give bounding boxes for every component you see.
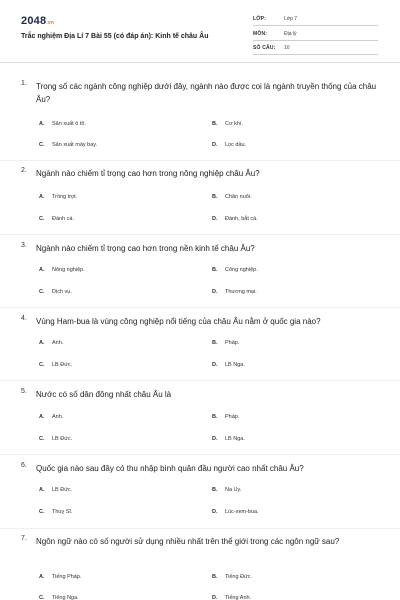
option-letter: A. <box>39 487 45 493</box>
option-letter: C. <box>39 436 45 442</box>
option-text: Thuỵ Sĩ. <box>52 509 73 515</box>
question-text: Ngôn ngữ nào có số người sử dụng nhiều nhất trên thế giới trong các ngôn ngữ sau? <box>36 537 340 546</box>
option-text: Tiếng Nga. <box>52 595 79 600</box>
meta-value: Lớp 7 <box>284 16 298 22</box>
question-divider <box>0 160 400 161</box>
meta-label: LỚP: <box>253 16 267 22</box>
option-text: Anh. <box>52 340 64 346</box>
option-letter: D. <box>212 436 218 442</box>
header-divider <box>0 62 400 63</box>
option-letter: D. <box>212 362 218 368</box>
option-d[interactable] <box>212 289 257 295</box>
option-c[interactable] <box>39 436 72 442</box>
option-text: Cơ khí. <box>225 121 243 127</box>
option-text: LB Đức. <box>52 436 73 442</box>
option-a[interactable] <box>39 574 81 580</box>
option-d[interactable] <box>212 436 245 442</box>
question-text: Trong số các ngành công nghiệp dưới đây, ngành nào được coi là ngành truyền thống của châu Âu? <box>36 82 377 104</box>
option-b[interactable] <box>212 414 239 420</box>
option-b[interactable] <box>212 267 258 273</box>
option-b[interactable] <box>212 194 252 200</box>
question-text: Vùng Ham-bua là vùng công nghiệp nổi tiếng của châu Âu nằm ở quốc gia nào? <box>36 317 321 326</box>
option-text: Pháp. <box>225 414 240 420</box>
option-a[interactable] <box>39 487 72 493</box>
site-logo[interactable] <box>21 15 54 27</box>
option-text: Dịch vụ. <box>52 289 72 295</box>
option-text: LB Nga. <box>225 436 245 442</box>
option-text: Lúc-xem-bua. <box>225 509 259 515</box>
option-letter: B. <box>212 267 218 273</box>
option-letter: A. <box>39 574 45 580</box>
option-letter: D. <box>212 595 218 600</box>
meta-question-count <box>253 44 378 55</box>
option-letter: A. <box>39 267 45 273</box>
question-number: 7. <box>21 535 27 542</box>
option-text: Tiếng Anh. <box>225 595 252 600</box>
option-letter: D. <box>212 289 218 295</box>
option-a[interactable] <box>39 340 63 346</box>
question-number: 4. <box>21 315 27 322</box>
option-c[interactable] <box>39 142 97 148</box>
option-c[interactable] <box>39 362 72 368</box>
meta-value: 10 <box>284 45 290 51</box>
option-b[interactable] <box>212 487 241 493</box>
option-text: Sản xuất ô tô. <box>52 121 86 127</box>
option-a[interactable] <box>39 267 85 273</box>
option-letter: B. <box>212 414 218 420</box>
option-c[interactable] <box>39 289 72 295</box>
option-text: Chăn nuôi. <box>225 194 252 200</box>
option-c[interactable] <box>39 595 79 600</box>
meta-subject <box>253 30 378 41</box>
meta-label: MÔN: <box>253 31 268 37</box>
option-text: Công nghiệp. <box>225 267 258 273</box>
option-text: Sản xuất máy bay. <box>52 142 98 148</box>
option-text: Đánh, bắt cá. <box>225 216 258 222</box>
option-letter: B. <box>212 121 218 127</box>
option-letter: C. <box>39 509 45 515</box>
option-letter: C. <box>39 142 45 148</box>
logo-suffix: .vn <box>46 20 55 26</box>
question-divider <box>0 307 400 308</box>
option-text: Lọc dầu. <box>225 142 247 148</box>
option-letter: A. <box>39 340 45 346</box>
option-letter: D. <box>212 509 218 515</box>
option-letter: A. <box>39 194 45 200</box>
option-text: Pháp. <box>225 340 240 346</box>
option-text: LB Đức. <box>52 362 73 368</box>
option-c[interactable] <box>39 216 74 222</box>
option-text: LB Nga. <box>225 362 245 368</box>
question-number: 2. <box>21 167 27 174</box>
option-d[interactable] <box>212 509 259 515</box>
option-d[interactable] <box>212 595 251 600</box>
question-text: Ngành nào chiếm tỉ trọng cao hơn trong nông nghiệp châu Âu? <box>36 169 260 178</box>
option-letter: A. <box>39 414 45 420</box>
option-d[interactable] <box>212 216 258 222</box>
option-letter: B. <box>212 487 218 493</box>
question-number: 3. <box>21 242 27 249</box>
option-b[interactable] <box>212 121 243 127</box>
option-letter: B. <box>212 340 218 346</box>
option-text: Trồng trọt. <box>52 194 78 200</box>
option-b[interactable] <box>212 574 252 580</box>
option-a[interactable] <box>39 121 86 127</box>
option-text: Nông nghiệp. <box>52 267 85 273</box>
option-text: Đánh cá. <box>52 216 75 222</box>
question-text: Quốc gia nào sau đây có thu nhập bình quân đầu người cao nhất châu Âu? <box>36 464 304 473</box>
question-divider <box>0 454 400 455</box>
question-divider <box>0 380 400 381</box>
option-text: LB Đức. <box>52 487 73 493</box>
option-letter: C. <box>39 362 45 368</box>
meta-class <box>253 15 378 26</box>
question-divider <box>0 234 400 235</box>
option-text: Tiếng Pháp. <box>52 574 82 580</box>
option-letter: C. <box>39 595 45 600</box>
option-text: Tiếng Đức. <box>225 574 253 580</box>
option-d[interactable] <box>212 362 245 368</box>
option-text: Anh. <box>52 414 64 420</box>
option-text: Na Uy. <box>225 487 242 493</box>
meta-label: SỐ CÂU: <box>253 45 276 51</box>
option-letter: C. <box>39 289 45 295</box>
option-letter: C. <box>39 216 45 222</box>
option-b[interactable] <box>212 340 239 346</box>
option-letter: A. <box>39 121 45 127</box>
document-title: Trắc nghiệm Địa Lí 7 Bài 55 (có đáp án): Kinh tế châu Âu <box>21 33 209 40</box>
option-a[interactable] <box>39 194 77 200</box>
option-c[interactable] <box>39 509 72 515</box>
option-letter: D. <box>212 216 218 222</box>
question-number: 5. <box>21 388 27 395</box>
meta-value: Địa lý <box>284 31 297 37</box>
question-number: 1. <box>21 80 27 87</box>
option-letter: B. <box>212 574 218 580</box>
question-text: Nước có số dân đông nhất châu Âu là <box>36 390 172 399</box>
question-text: Ngành nào chiếm tỉ trọng cao hơn trong nền kinh tế châu Âu? <box>36 244 255 253</box>
option-d[interactable] <box>212 142 246 148</box>
option-letter: B. <box>212 194 218 200</box>
option-letter: D. <box>212 142 218 148</box>
question-number: 6. <box>21 462 27 469</box>
logo-text: 2048 <box>21 15 47 27</box>
option-text: Thương mại. <box>225 289 257 295</box>
option-a[interactable] <box>39 414 63 420</box>
question-divider <box>0 528 400 529</box>
